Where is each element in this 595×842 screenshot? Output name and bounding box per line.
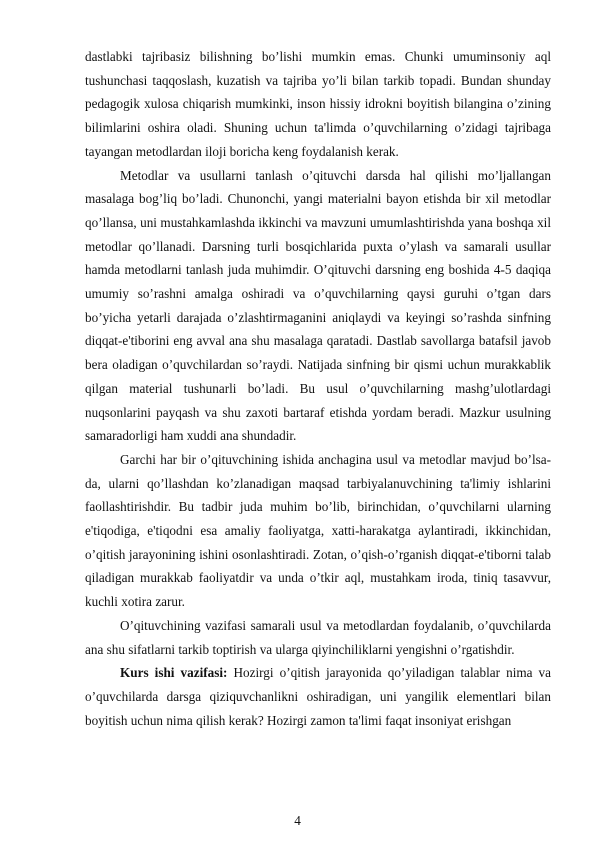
course-task-label: Kurs ishi vazifasi: xyxy=(120,665,228,681)
paragraph-course-task xyxy=(85,661,551,732)
page-number: 4 xyxy=(294,813,301,828)
course-task-text: Hozirgi o’qitish jarayonida qo’yiladigan talablar nima va o’quvchilarda darsga qiziquvchanlikni oshiradigan, uni yangilik elementlari bilan boyitish uchun nima qilish kerak? Hozirgi zamon ta'limi faqat insoniyat erishgan xyxy=(85,665,551,728)
paragraph-methods-selection: Metodlar va usullarni tanlash o’qituvchi darsda hal qilishi mo’ljallangan masalaga bog’liq bo’ladi. Chunonchi, yangi materialni bayon etishda bir xil metodlar qo’llansa, uni mustahkamlashda ikkinchi va mavzuni umumlashtirishda yana boshqa xil metodlar qo’llanadi. Darsning turli bosqichlarida puxta o’ylash va samarali usullar hamda metodlarni tanlash juda muhimdir. O’qituvchi darsning eng boshida 4-5 daqiqa umumiy so’rashni amalga oshiradi va o’quvchilarning qaysi guruhi o’tgan dars bo’yicha yetarli darajada o’zlashtirmaganini aniqlaydi va keyingi so’rashda sinfning diqqat-e'tiborini eng avval ana shu masalaga qaratadi. Dastlab savollarga batafsil javob bera oladigan o’quvchilardan so’raydi. Natijada sinfning bir qismi uchun murakkablik qilgan material tushunarli bo’ladi. Bu usul o’quvchilarning mashg’ulotlardagi nuqsonlarini payqash va shu zaxoti bartaraf etishda yordam beradi. Mazkur usulning samaradorligi ham xuddi ana shundadir. xyxy=(85,167,551,444)
paragraph-continuation: dastlabki tajribasiz bilishning bo’lishi mumkin emas. Chunki umuminsoniy aql tushunchasi taqqoslash, kuzatish va tajriba yo’li bilan tarkib topadi. Bundan shunday pedagogik xulosa chiqarish mumkinki, inson hissiy idrokni boyitish bilangina o’zining bilimlarini oshira oladi. Shuning uchun ta'limda o’quvchilarning o’zidagi tajribaga tayangan metodlardan iloji boricha keng foydalanish kerak. xyxy=(85,49,551,159)
document-page xyxy=(85,45,551,732)
paragraph-methods-purpose: Garchi har bir o’qituvchining ishida anchagina usul va metodlar mavjud bo’lsa-da, ularni qo’llashdan ko’zlanadigan maqsad tarbiyalanuvchining ta'limiy ishlarini faollashtirishdir. Bu tadbir juda muhim bo’lib, birinchidan, o’quvchilarni ularning e'tiqodiga, e'tiqodni esa amaliy faoliyatga, xatti-harakatga aylantiradi, ikkinchidan, o’qitish jarayonining ishini osonlashtiradi. Zotan, o’qish-o’rganish diqqat-e'tiborni talab qiladigan murakkab faoliyatdir va unda o’tkir aql, mustahkam iroda, tiniq tasavvur, kuchli xotira zarur. xyxy=(85,451,551,610)
paragraph-teacher-task: O’qituvchining vazifasi samarali usul va metodlardan foydalanib, o’quvchilarda ana shu sifatlarni tarkib toptirish va ularga qiyinchiliklarni yengishni o’rgatishdir. xyxy=(85,617,551,657)
